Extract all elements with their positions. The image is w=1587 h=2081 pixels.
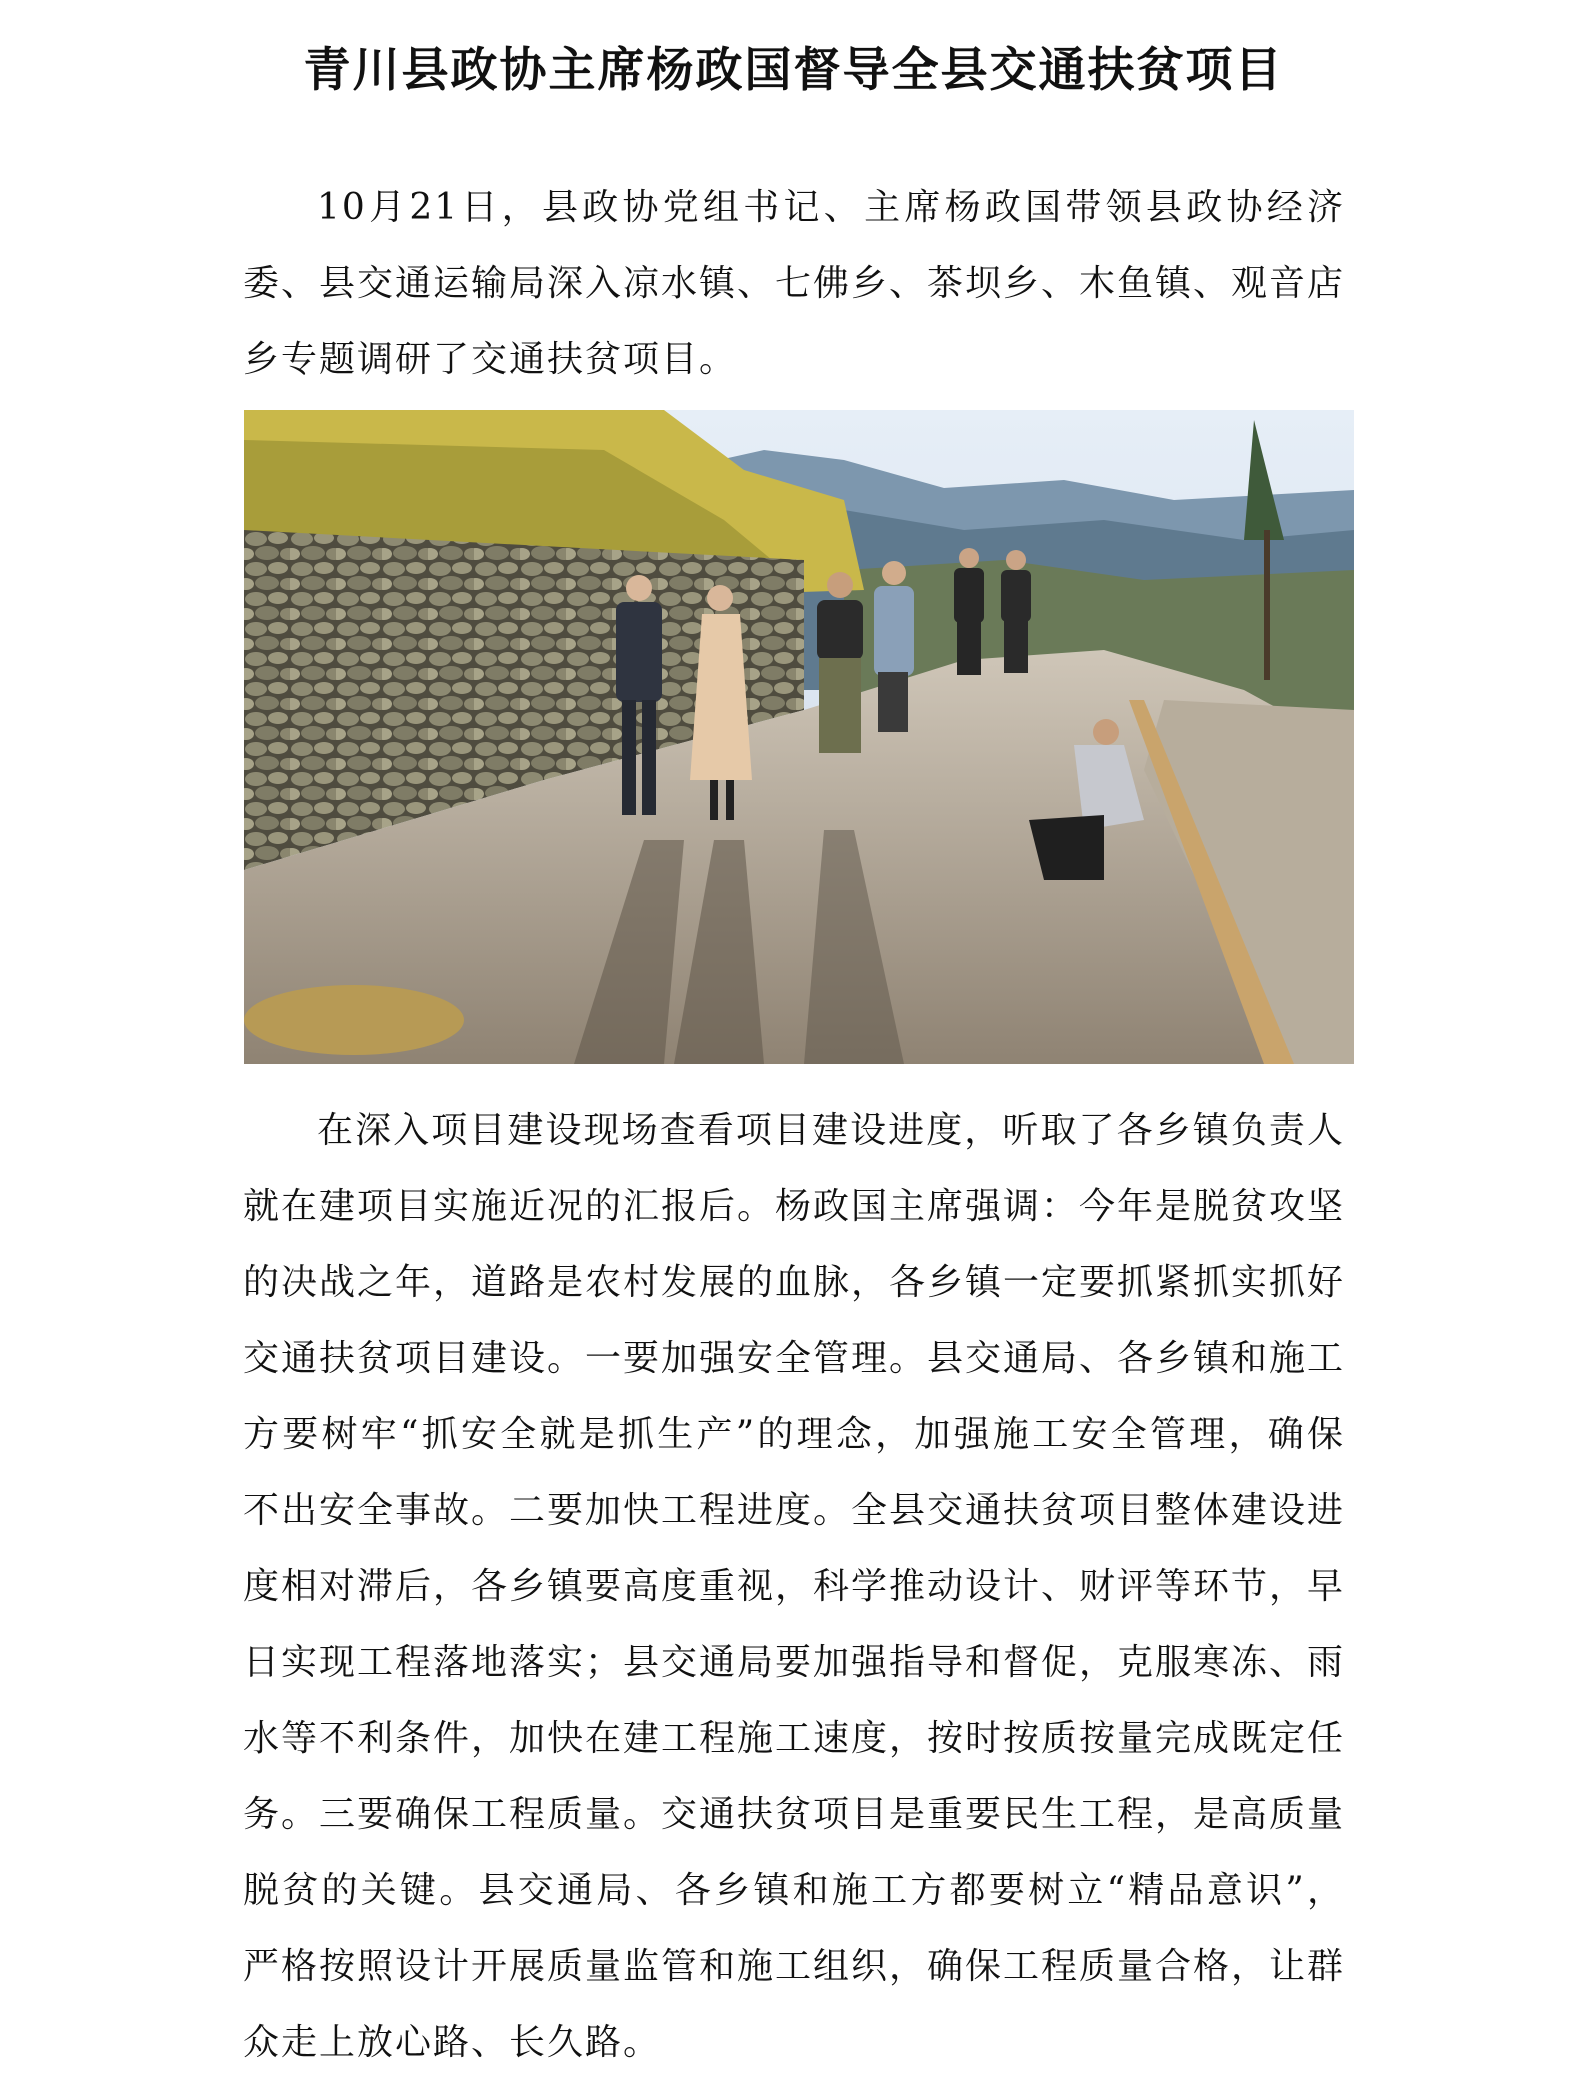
site-inspection-photo	[244, 410, 1354, 1064]
article-photo	[244, 410, 1354, 1064]
article-paragraph: 10月21日，县政协党组书记、主席杨政国带领县政协经济委、县交通运输局深入凉水镇、七佛乡、茶坝乡、木鱼镇、观音店乡专题调研了交通扶贫项目。	[243, 187, 1346, 380]
article-paragraph: 在深入项目建设现场查看项目建设进度，听取了各乡镇负责人就在建项目实施近况的汇报后。杨政国主席强调：今年是脱贫攻坚的决战之年，道路是农村发展的血脉，各乡镇一定要抓紧抓实抓好交通扶贫项目建设。一要加强安全管理。县交通局、各乡镇和施工方要树牢“抓安全就是抓生产”的理念，加强施工安全管理，确保不出安全事故。二要加快工程进度。全县交通扶贫项目整体建设进度相对滞后，各乡镇要高度重视，科学推动设计、财评等环节，早日实现工程落地落实；县交通局要加强指导和督促，克服寒冻、雨水等不利条件，加快在建工程施工速度，按时按质按量完成既定任务。三要确保工程质量。交通扶贫项目是重要民生工程，是高质量脱贫的关键。县交通局、各乡镇和施工方都要树立“精品意识”，严格按照设计开展质量监管和施工组织，确保工程质量合格，让群众走上放心路、长久路。	[243, 1110, 1346, 2063]
article-title: 青川县政协主席杨政国督导全县交通扶贫项目	[303, 43, 1284, 99]
